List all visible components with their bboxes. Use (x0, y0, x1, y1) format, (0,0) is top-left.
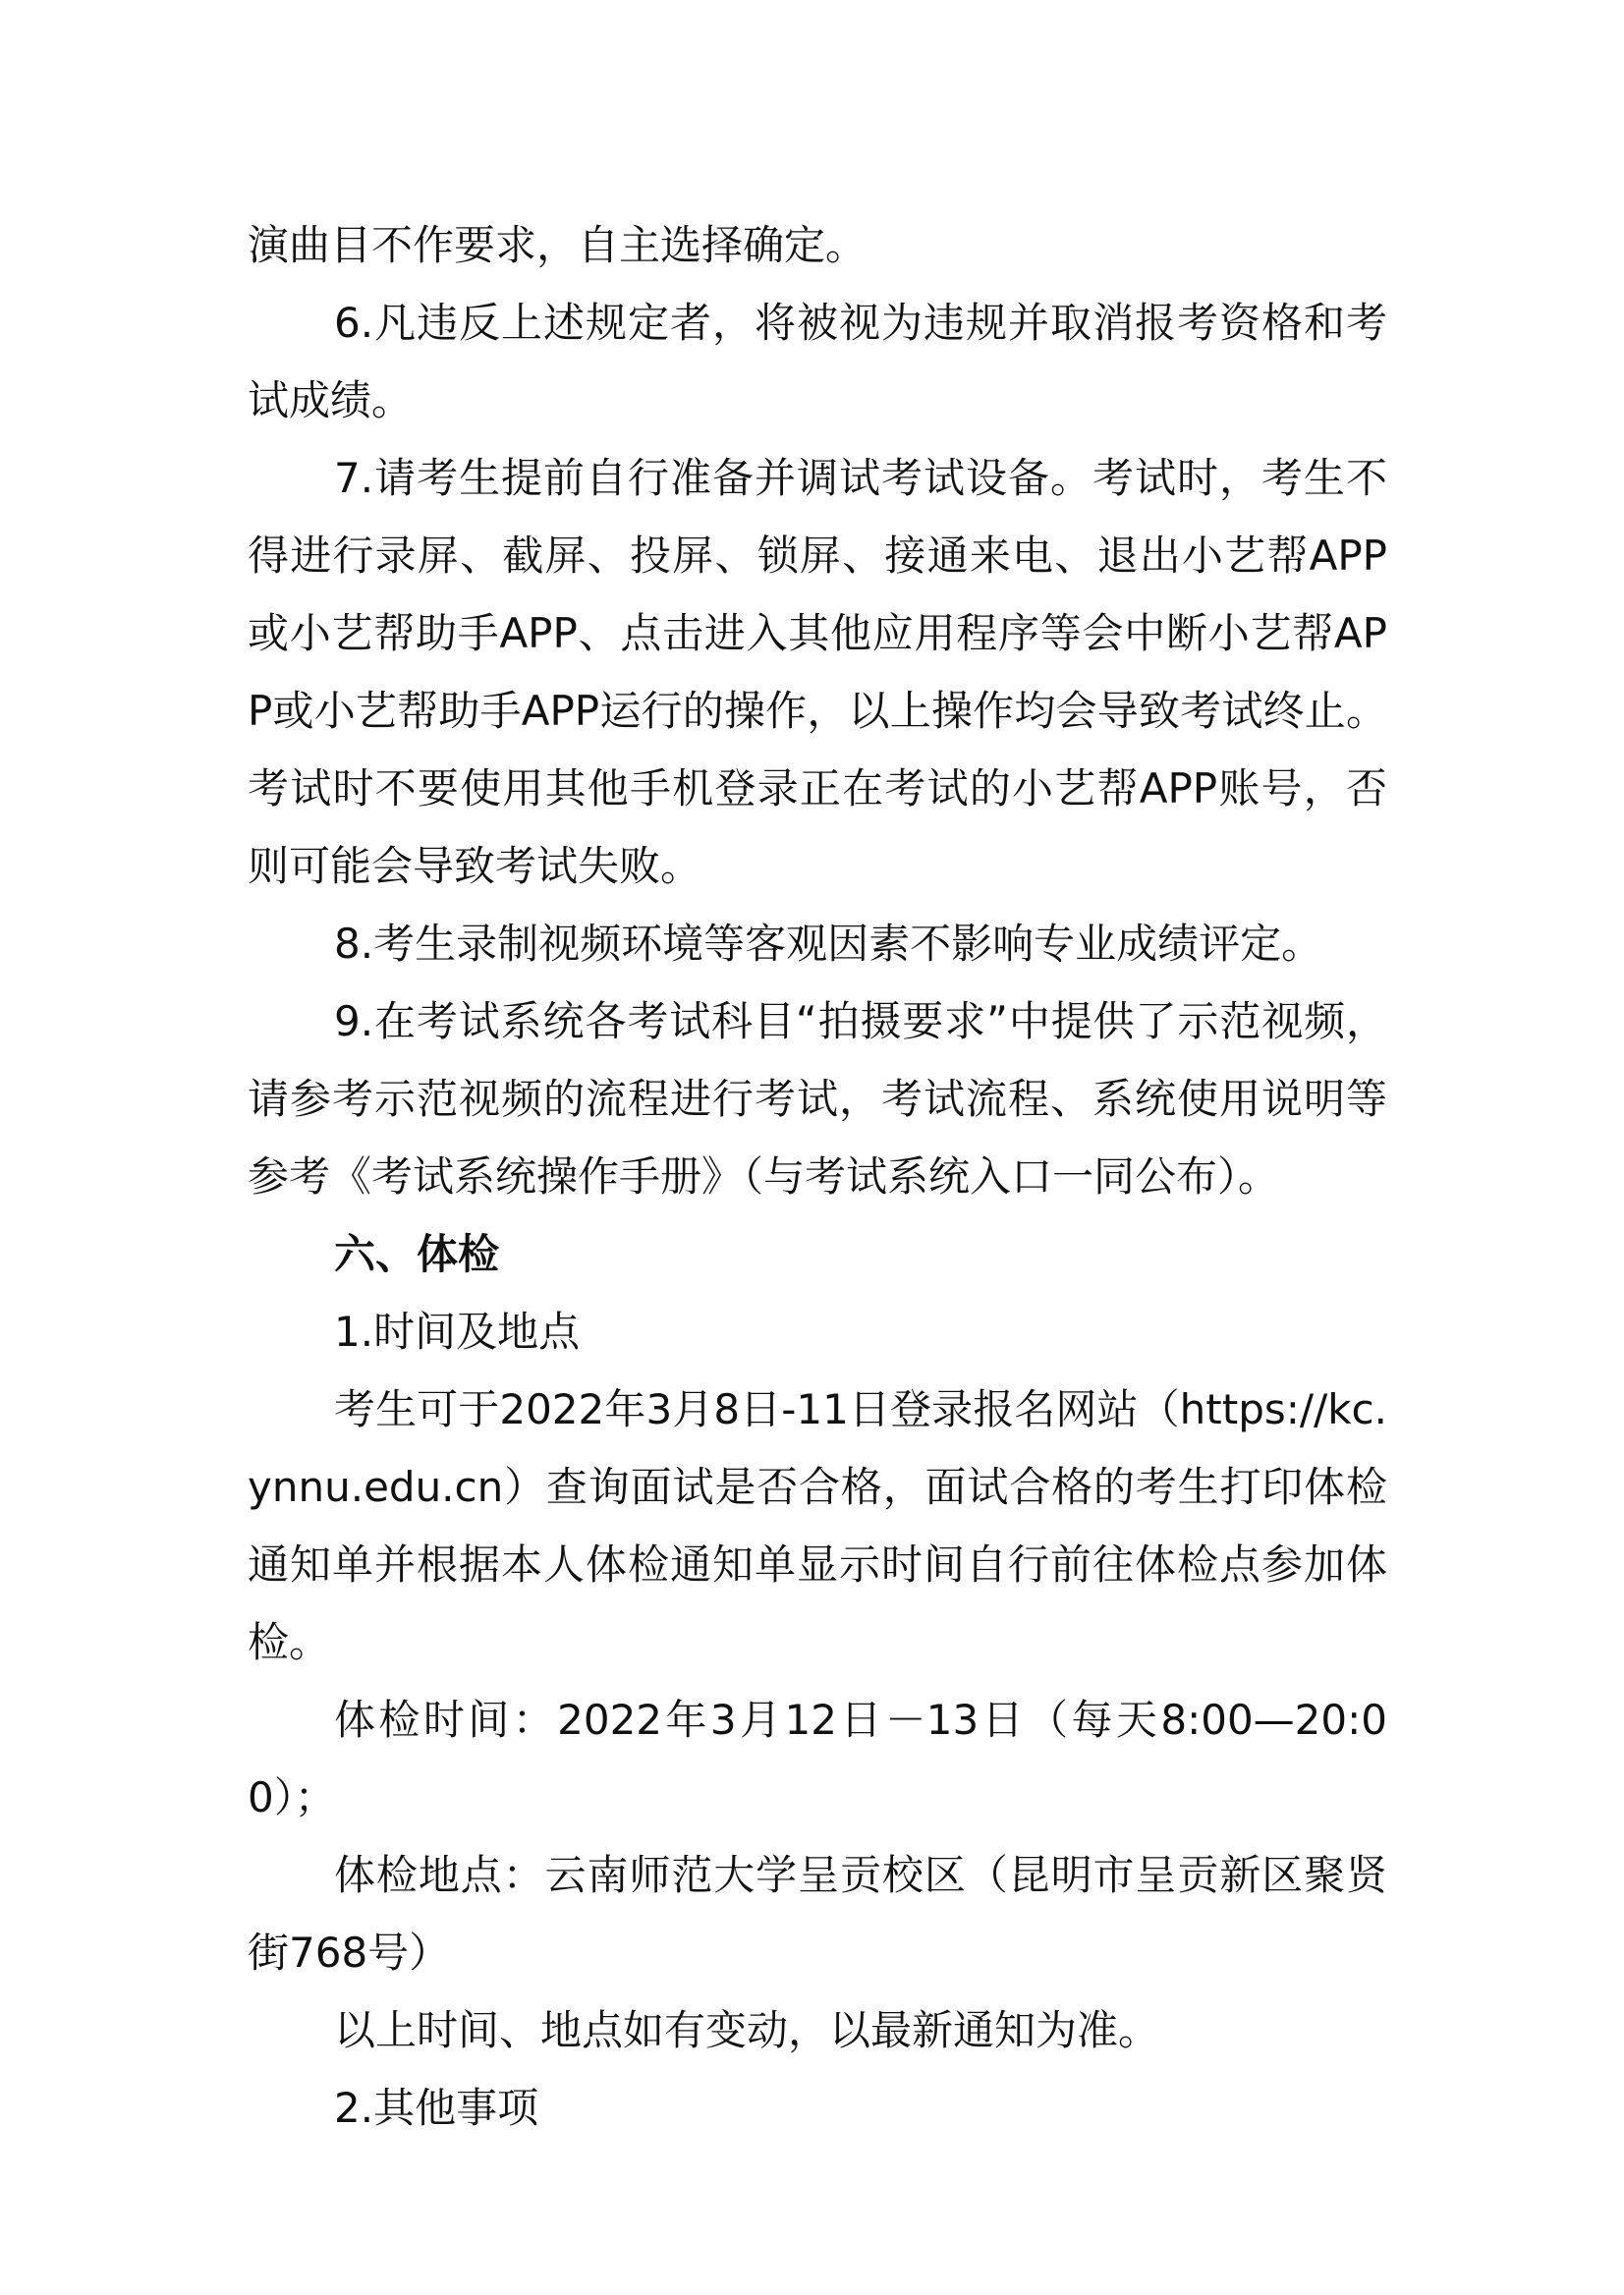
document-page (248, 206, 1387, 2147)
paragraph-rule-6: 6.凡违反上述规定者，将被视为违规并取消报考资格和考试成绩。 (248, 299, 1387, 424)
section-heading-physical-exam: 六、体检 (334, 1230, 500, 1278)
paragraph-rule-7: 7.请考生提前自行准备并调试考试设备。考试时，考生不得进行录屏、截屏、投屏、锁屏、接通来电、退出小艺帮APP或小艺帮助手APP、点击进入其他应用程序等会中断小艺帮APP或小艺帮助手APP运行的操作，以上操作均会导致考试终止。考试时不要使用其他手机登录正在考试的小艺帮APP账号，否则可能会导致考试失败。 (248, 454, 1387, 890)
paragraph-change-notice: 以上时间、地点如有变动，以最新通知为准。 (334, 2006, 1160, 2054)
paragraph-rule-8: 8.考生录制视频环境等客观因素不影响专业成绩评定。 (334, 920, 1323, 968)
paragraph-exam-time: 体检时间：2022年3月12日－13日（每天8:00—20:00）； (248, 1696, 1387, 1821)
paragraph-exam-location: 体检地点：云南师范大学呈贡校区（昆明市呈贡新区聚贤街768号） (248, 1851, 1387, 1977)
subheading-other-matters: 2.其他事项 (334, 2084, 539, 2132)
paragraph-exam-query: 考生可于2022年3月8日-11日登录报名网站（https://kc.ynnu.edu.cn）查询面试是否合格，面试合格的考生打印体检通知单并根据本人体检通知单显示时间自行前往体检点参加体检。 (248, 1385, 1387, 1666)
subheading-time-location: 1.时间及地点 (334, 1308, 581, 1356)
paragraph-continued-repertoire: 演曲目不作要求，自主选择确定。 (248, 221, 868, 269)
paragraph-rule-9: 9.在考试系统各考试科目“拍摄要求”中提供了示范视频，请参考示范视频的流程进行考试，考试流程、系统使用说明等参考《考试系统操作手册》（与考试系统入口一同公布）。 (248, 997, 1387, 1201)
